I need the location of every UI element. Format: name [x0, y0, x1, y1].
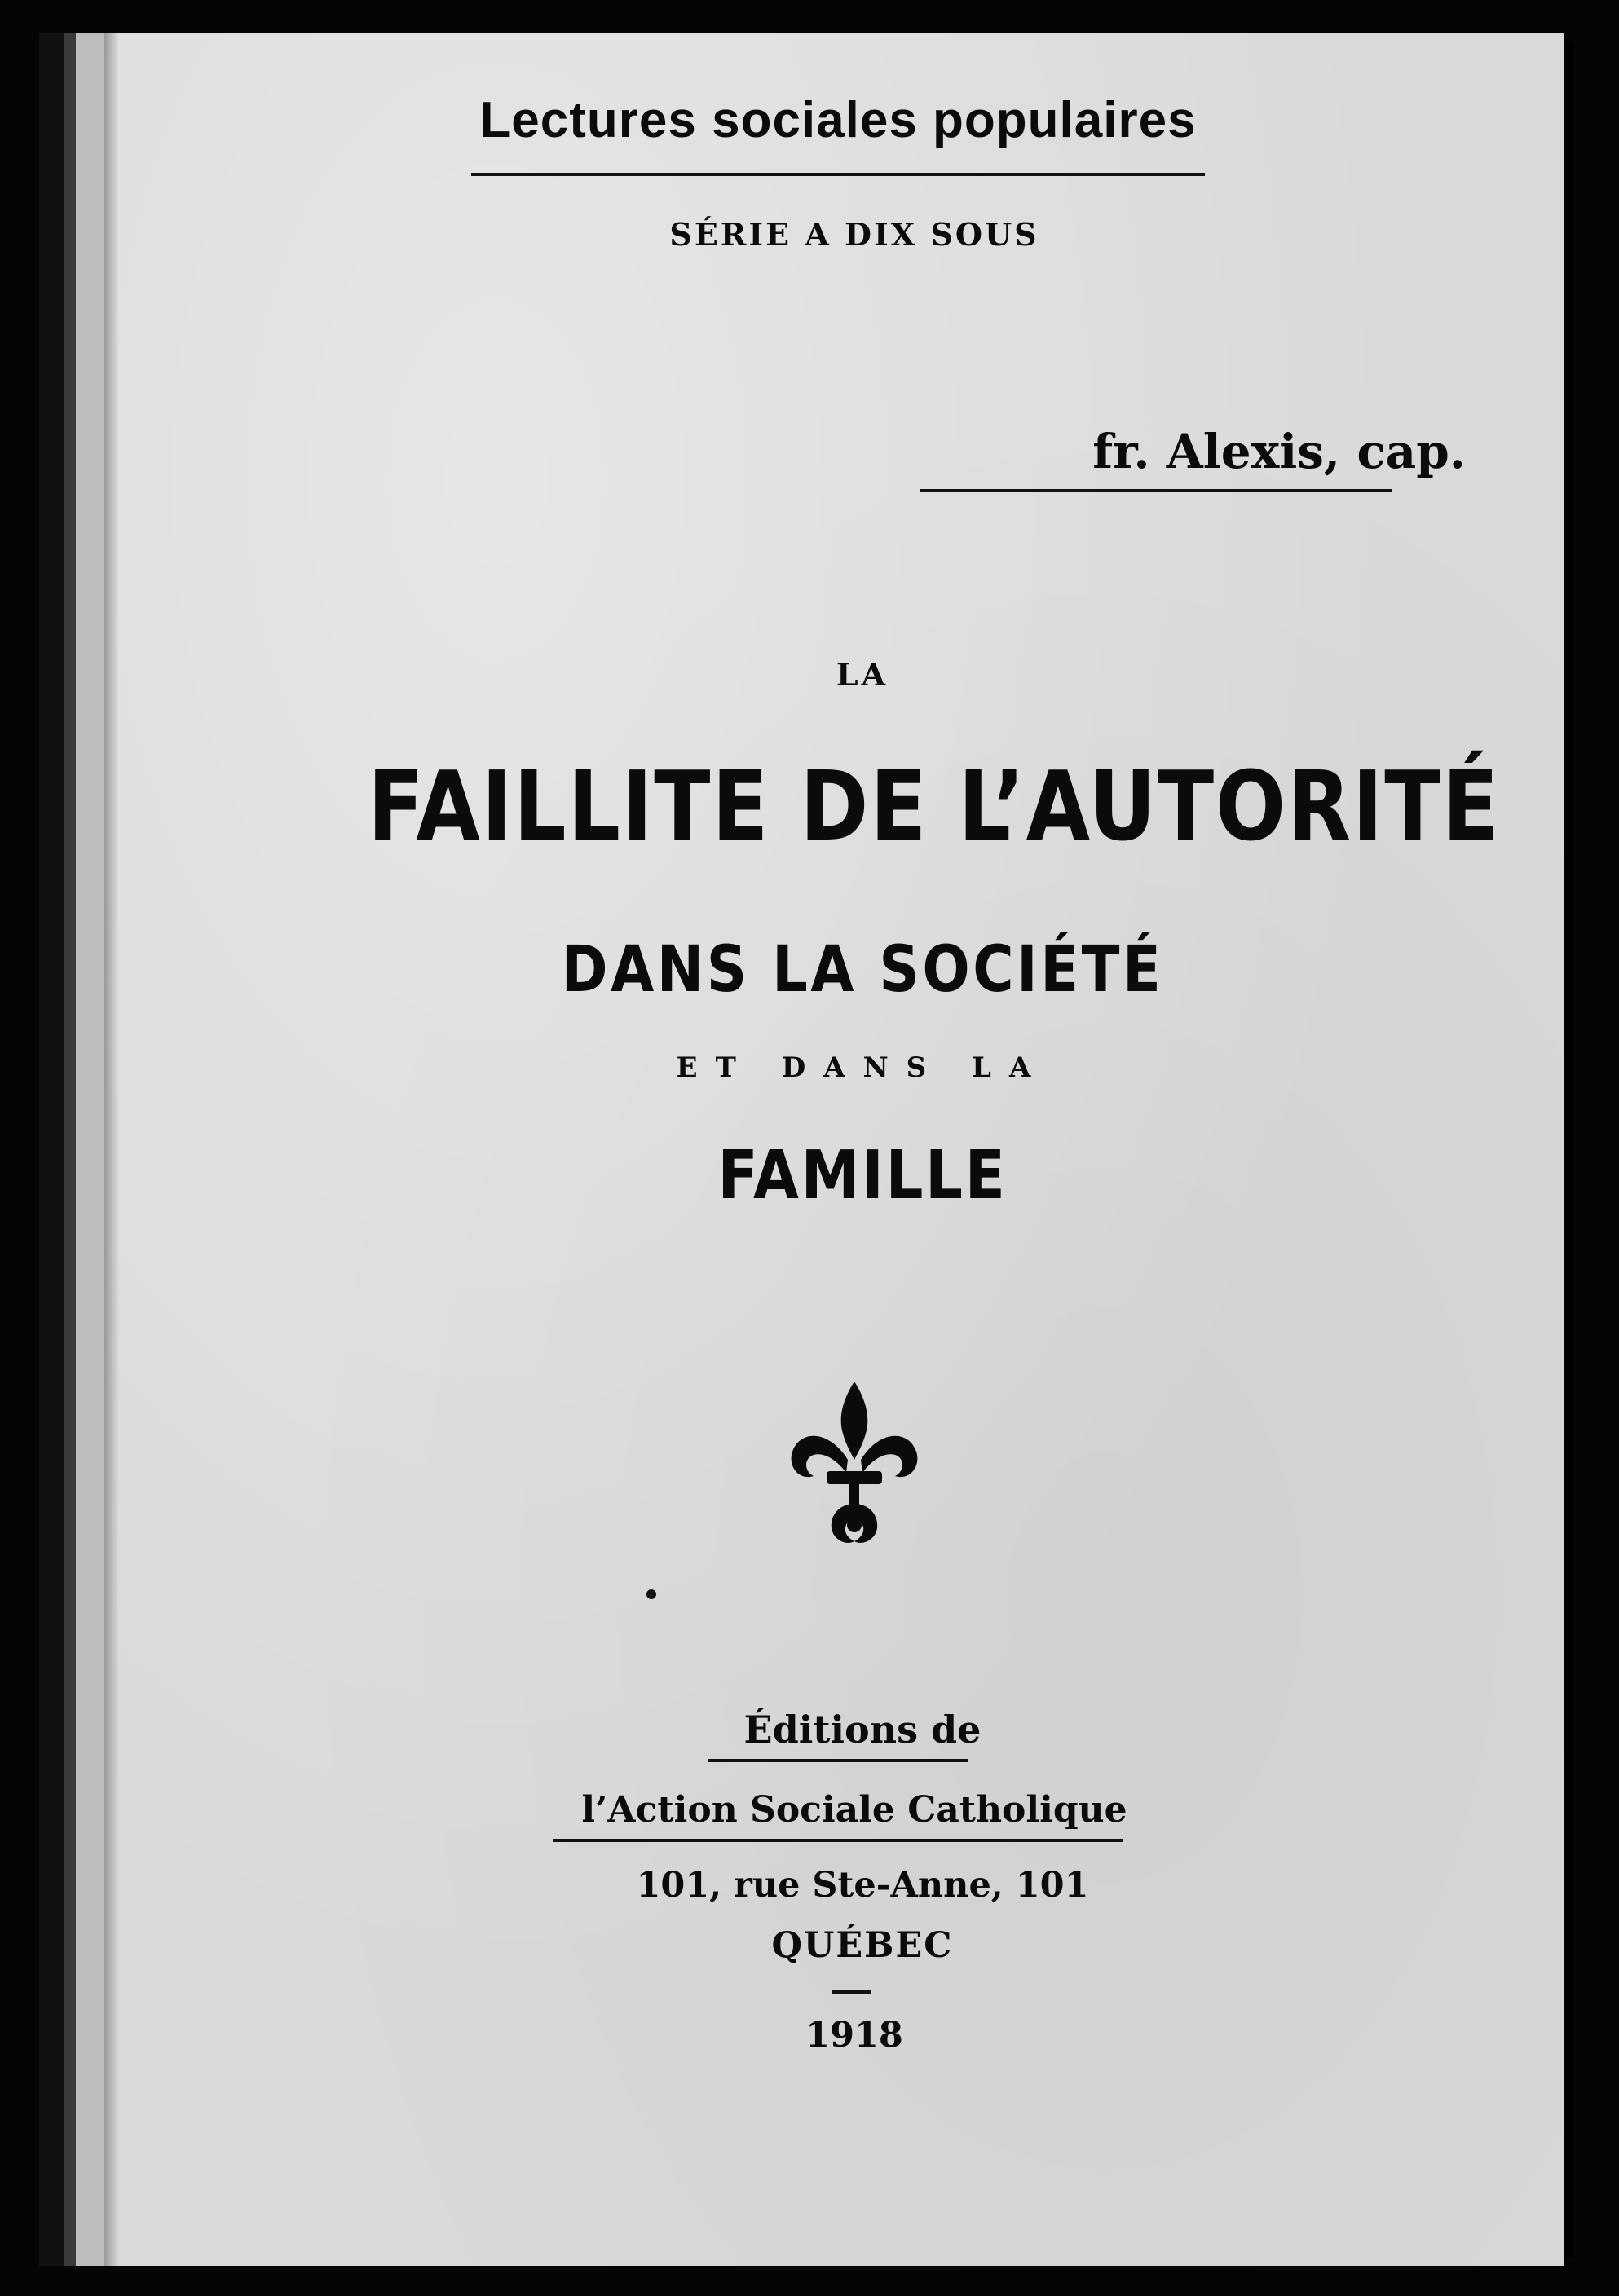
spine-shadow	[104, 33, 119, 2266]
publisher-label-underline	[708, 1759, 968, 1762]
publisher-address: 101, rue Ste-Anne, 101	[636, 1865, 1089, 1906]
title-page	[39, 33, 1564, 2266]
publisher-underline	[553, 1839, 1123, 1842]
fleur-de-lis-icon	[789, 1382, 920, 1549]
title-line-et-dans-la: ET DANS LA	[676, 1051, 1049, 1084]
series-underline	[471, 173, 1205, 176]
title-article: LA	[836, 656, 889, 693]
publisher-city: QUÉBEC	[771, 1925, 954, 1966]
author-underline	[920, 489, 1392, 492]
title-line-society: DANS LA SOCIÉTÉ	[561, 933, 1164, 1007]
city-dash	[832, 1990, 871, 1994]
title-line-famille: FAMILLE	[717, 1137, 1008, 1214]
series-subtitle: SÉRIE A DIX SOUS	[669, 216, 1039, 253]
main-title: FAILLITE DE L’AUTORITÉ	[367, 750, 1501, 862]
scan-border	[1565, 41, 1573, 2258]
author: fr. Alexis, cap.	[1092, 424, 1466, 479]
publisher-name: l’Action Sociale Catholique	[581, 1789, 1127, 1831]
publisher-label: Éditions de	[743, 1708, 982, 1752]
ink-dot	[646, 1589, 656, 1599]
series-title: Lectures sociales populaires	[479, 92, 1197, 148]
book-spine	[39, 33, 104, 2266]
publication-year: 1918	[805, 2015, 903, 2056]
